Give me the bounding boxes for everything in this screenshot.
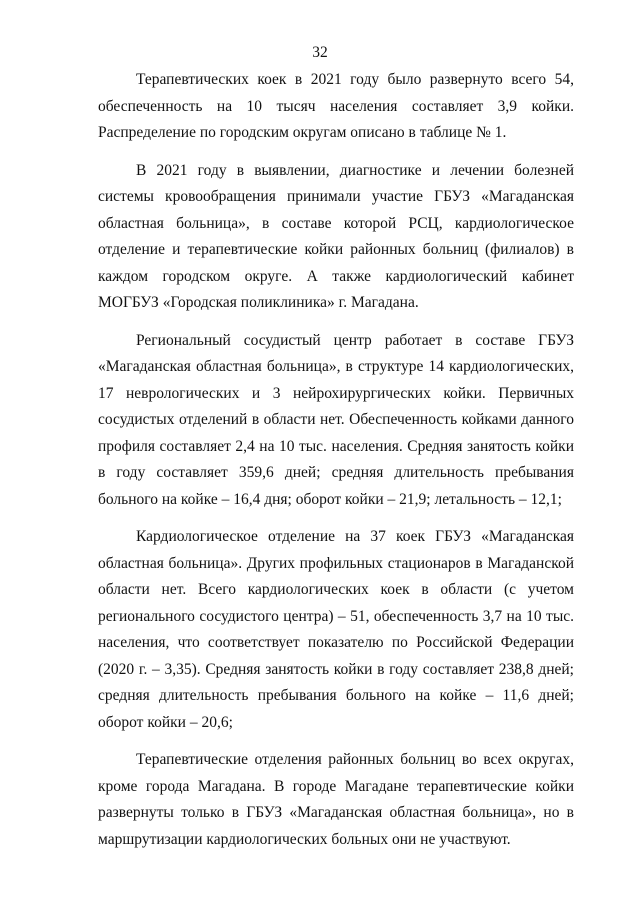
page-number: 32 — [312, 44, 328, 61]
document-body — [98, 67, 574, 864]
paragraph-district-hospitals: Терапевтические отделения районных больниц во всех округах, кроме города Магадана. В городе Магадане терапевтические койки развернуты только в ГБУЗ «Магаданская областная больница», но в маршрутизации кардиологических больных они не участвуют. — [98, 751, 574, 848]
paragraph-cardiology-department: Кардиологическое отделение на 37 коек ГБУЗ «Магаданская областная больница». Других профильных стационаров в Магаданской области нет. Всего кардиологических коек в области (с учетом регионального сосудистого центра) – 51, обеспеченность 3,7 на 10 тыс. населения, что соответствует показателю по Российской Федерации (2020 г. – 3,35). Средняя занятость койки в году составляет 238,8 дней; средняя длительность пребывания больного на койке – 11,6 дней; оборот койки – 20,6; — [98, 528, 574, 731]
paragraph-therapeutic-beds: Терапевтических коек в 2021 году было развернуто всего 54, обеспеченность на 10 тысяч населения составляет 3,9 койки. Распределение по городским округам описано в таблице № 1. — [98, 71, 574, 141]
paragraph-circulatory-care: В 2021 году в выявлении, диагностике и лечении болезней системы кровообращения принимали участие ГБУЗ «Магаданская областная больница», в составе которой РСЦ, кардиологическое отделение и терапевтические койки районных больниц (филиалов) в каждом городском округе. А также кардиологический кабинет МОГБУЗ «Городская поликлиника» г. Магадана. — [98, 161, 574, 311]
paragraph-vascular-center: Региональный сосудистый центр работает в составе ГБУЗ «Магаданская областная больница», в структуре 14 кардиологических, 17 неврологических и 3 нейрохирургических койки. Первичных сосудистых отделений в области нет. Обеспеченность койками данного профиля составляет 2,4 на 10 тыс. населения. Средняя занятость койки в году составляет 359,6 дней; средняя длительность пребывания больного на койке – 16,4 дня; оборот койки – 21,9; летальность – 12,1; — [98, 331, 574, 508]
